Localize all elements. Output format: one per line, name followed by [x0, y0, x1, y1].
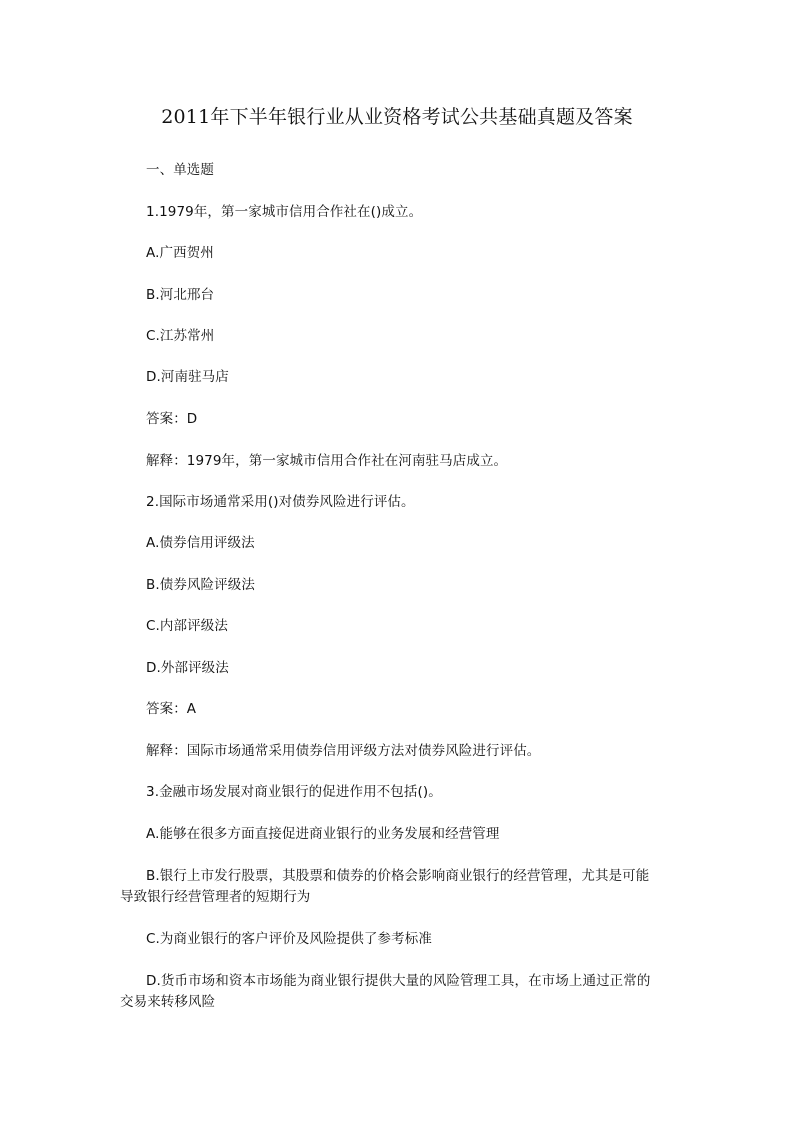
question-answer: 答案：D — [146, 411, 198, 427]
question-option: D.河南驻马店 — [146, 369, 229, 385]
question-explanation: 解释：1979年，第一家城市信用合作社在河南驻马店成立。 — [146, 453, 508, 469]
question-option: B.银行上市发行股票，其股票和债券的价格会影响商业银行的经营管理，尤其是可能 — [146, 868, 650, 884]
document-title: 2011年下半年银行业从业资格考试公共基础真题及答案 — [161, 106, 633, 128]
question-option: D.货币市场和资本市场能为商业银行提供大量的风险管理工具，在市场上通过正常的 — [146, 973, 651, 989]
question-option: A.广西贺州 — [146, 245, 214, 261]
question-option: C.内部评级法 — [146, 618, 228, 634]
question-stem: 2.国际市场通常采用()对债券风险进行评估。 — [146, 494, 415, 510]
question-answer: 答案：A — [146, 701, 197, 717]
question-stem: 3.金融市场发展对商业银行的促进作用不包括()。 — [146, 784, 442, 800]
question-explanation: 解释：国际市场通常采用债券信用评级方法对债券风险进行评估。 — [146, 743, 541, 759]
question-option: D.外部评级法 — [146, 660, 229, 676]
question-option: B.河北邢台 — [146, 287, 215, 303]
section-heading: 一、单选题 — [146, 162, 214, 178]
question-option: C.为商业银行的客户评价及风险提供了参考标准 — [146, 931, 432, 947]
question-option: A.债券信用评级法 — [146, 535, 255, 551]
question-option-continuation: 交易来转移风险 — [120, 994, 216, 1010]
question-option-continuation: 导致银行经营管理者的短期行为 — [120, 889, 311, 905]
question-stem: 1.1979年，第一家城市信用合作社在()成立。 — [146, 204, 423, 220]
question-option: C.江苏常州 — [146, 328, 215, 344]
question-option: B.债券风险评级法 — [146, 577, 255, 593]
question-option: A.能够在很多方面直接促进商业银行的业务发展和经营管理 — [146, 826, 500, 842]
